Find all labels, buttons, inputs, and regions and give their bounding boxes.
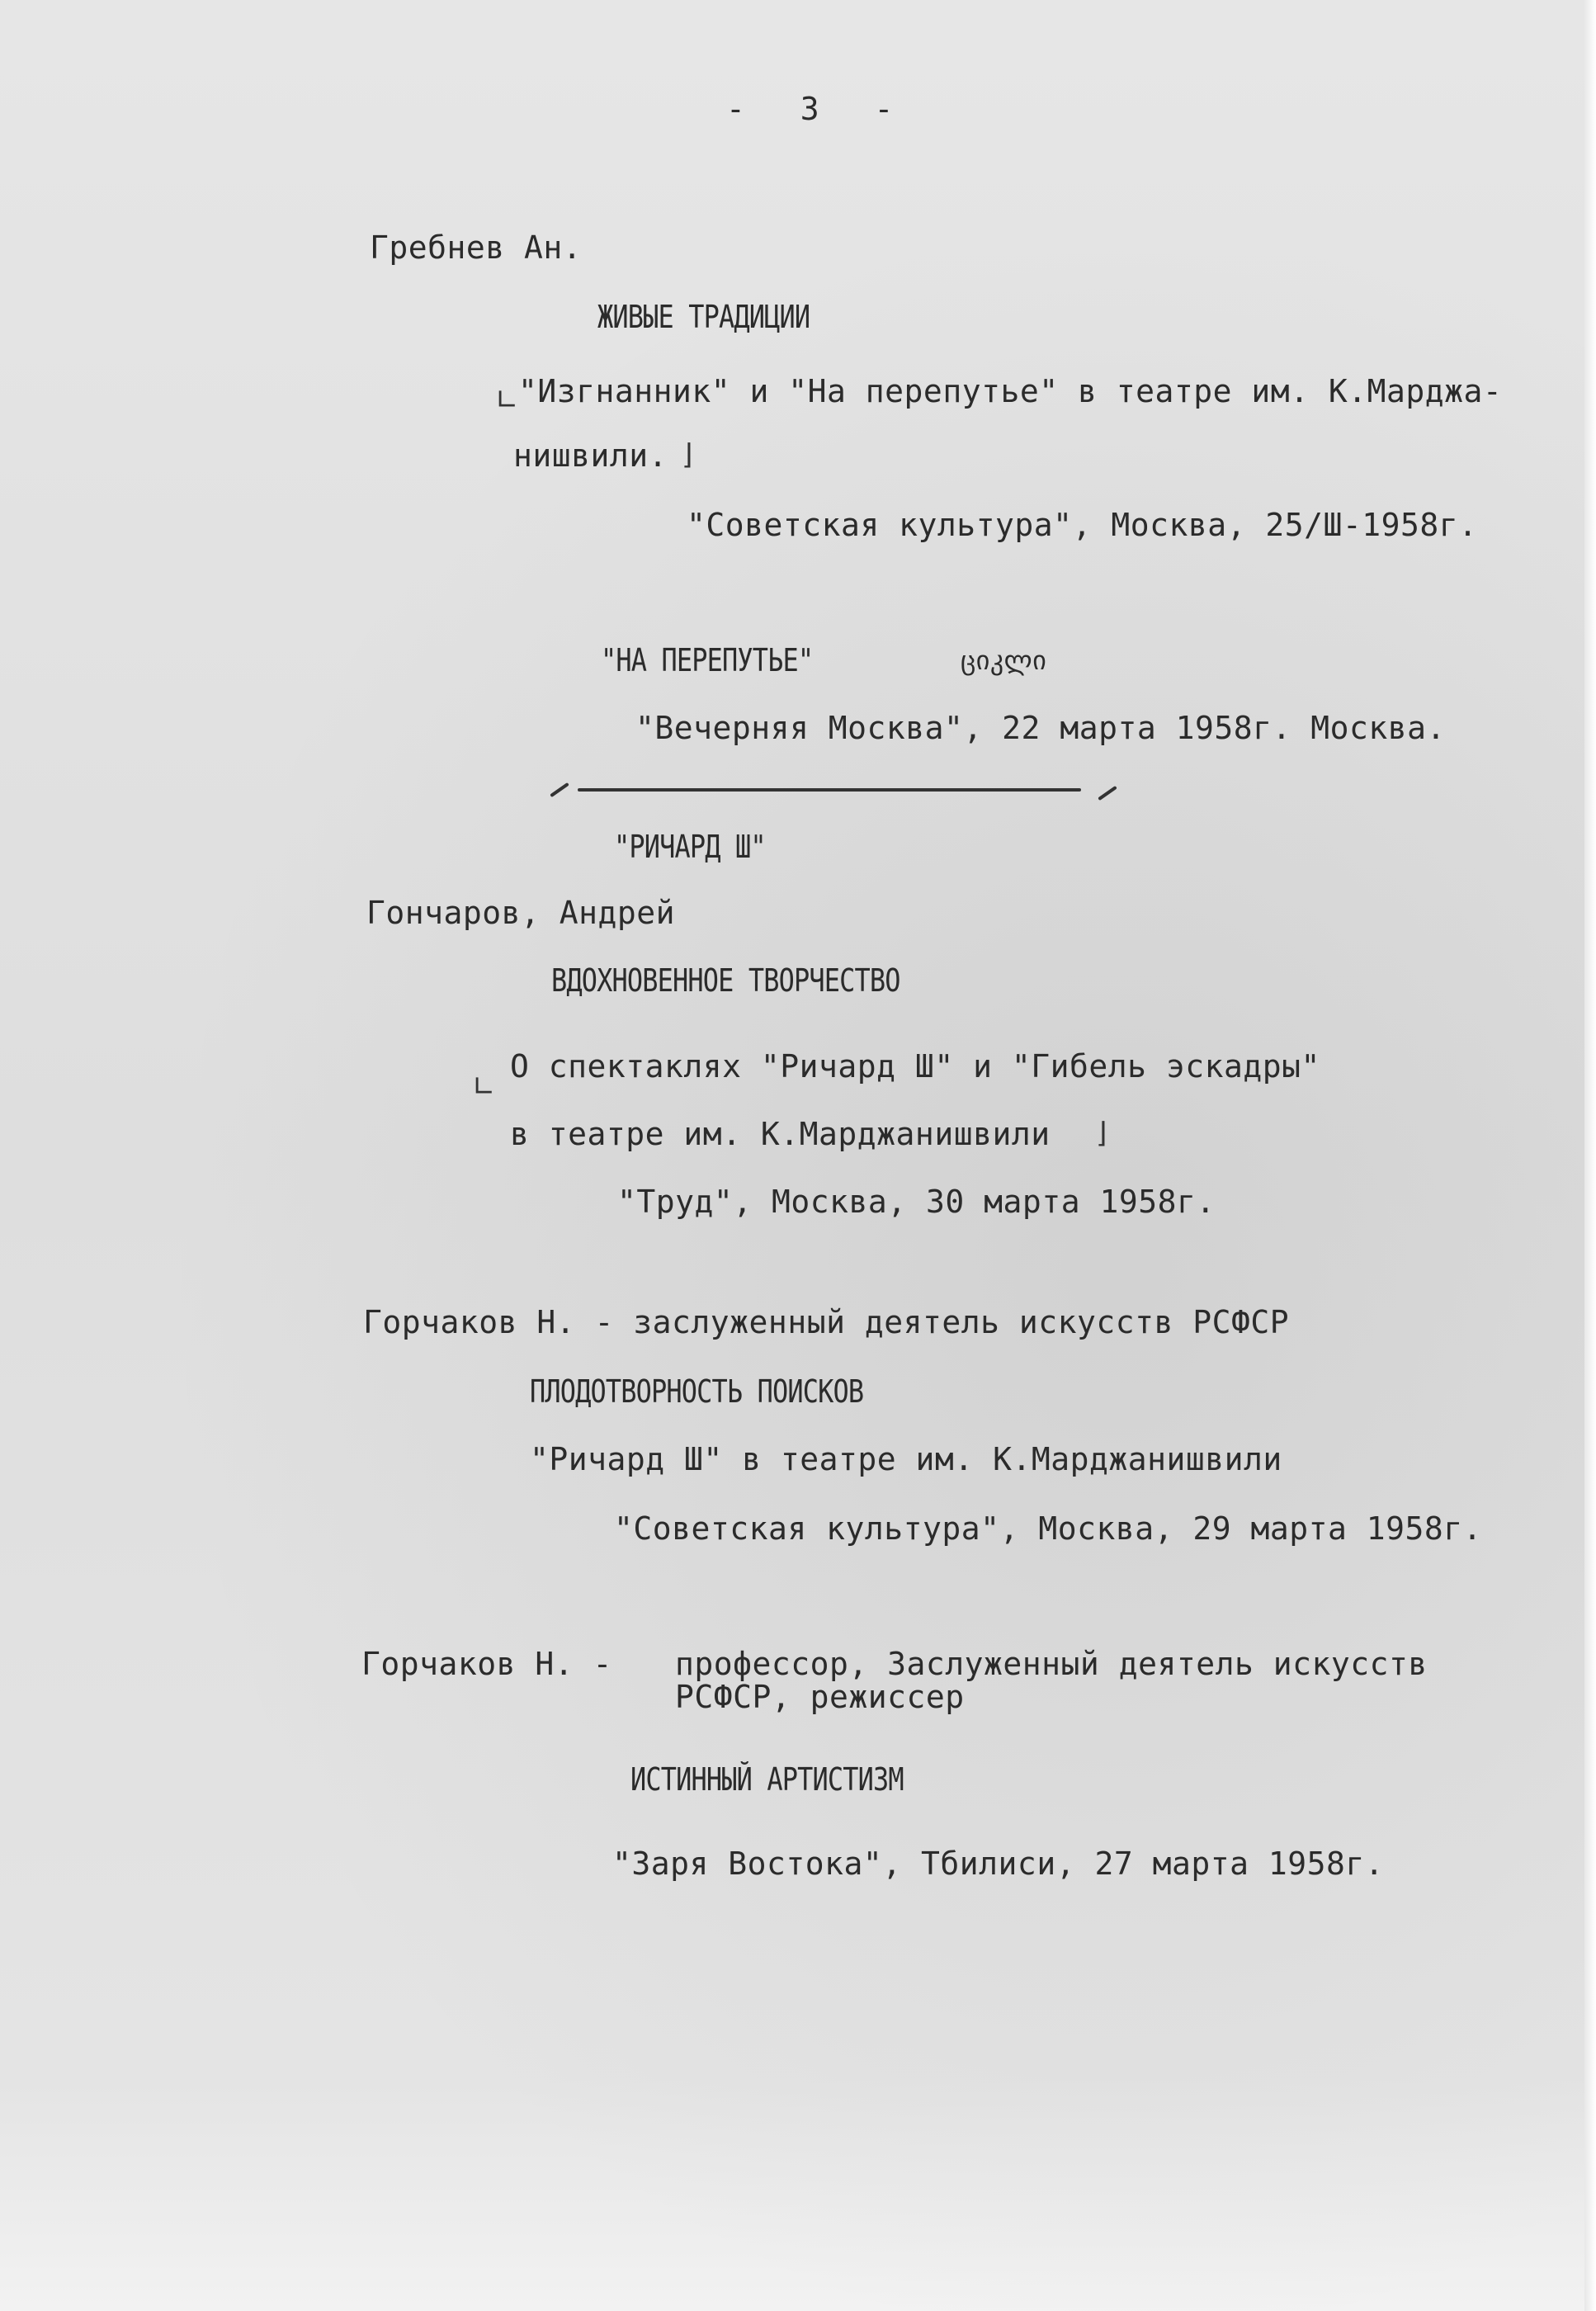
scan-edge: [1584, 0, 1596, 2311]
role-line: РСФСР, режиссер: [675, 1679, 965, 1715]
author-gorchakov: Горчаков Н. -: [361, 1646, 612, 1682]
title-zhivye-tradicii: ЖИВЫЕ ТРАДИЦИИ: [597, 299, 810, 335]
page-number: - 3 -: [726, 91, 912, 127]
title-istinnyi-artistizm: ИСТИННЫЙ АРТИСТИЗМ: [630, 1761, 904, 1798]
source-line: "Советская культура", Москва, 25/Ш-1958г.: [687, 507, 1478, 543]
note-line: в театре им. К.Марджанишвили: [510, 1116, 1051, 1152]
source-line: "Заря Востока", Тбилиси, 27 марта 1958г.: [612, 1845, 1385, 1882]
handwritten-georgian-note: ციკლი: [961, 645, 1047, 676]
subtitle-line: "Ричард Ш" в театре им. К.Марджанишвили: [530, 1441, 1282, 1477]
close-bracket-mark: ⌋: [682, 438, 693, 471]
open-bracket-mark: ∟: [472, 1070, 496, 1104]
source-line: "Труд", Москва, 30 марта 1958г.: [617, 1184, 1216, 1220]
title-plodotvornost: ПЛОДОТВОРНОСТЬ ПОИСКОВ: [530, 1373, 864, 1410]
open-bracket-mark: ∟: [495, 384, 519, 417]
note-line: нишвили.: [513, 437, 668, 474]
divider-left-slash: [550, 782, 569, 797]
source-line: "Вечерняя Москва", 22 марта 1958г. Москва.: [635, 710, 1446, 746]
author-grebnev: Гребнев Ан.: [370, 229, 583, 266]
section-heading-richard: "РИЧАРД Ш": [614, 829, 766, 865]
author-gorchakov: Горчаков Н. - заслуженный деятель искусств РСФСР: [363, 1304, 1290, 1340]
close-bracket-mark: ⌋: [1096, 1117, 1107, 1150]
title-na-pereputie: "НА ПЕРЕПУТЬЕ": [601, 642, 814, 678]
note-line: О спектаклях "Ричард Ш" и "Гибель эскадры": [510, 1048, 1320, 1085]
author-goncharov: Гончаров, Андрей: [366, 895, 676, 931]
role-line: профессор, Заслуженный деятель искусств: [675, 1646, 1428, 1682]
section-divider: [578, 788, 1081, 792]
title-vdohnovennoe: ВДОХНОВЕННОЕ ТВОРЧЕСТВО: [551, 962, 900, 999]
divider-right-slash: [1098, 786, 1117, 801]
note-line: "Изгнанник" и "На перепутье" в театре им. К.Марджа-: [518, 373, 1503, 409]
source-line: "Советская культура", Москва, 29 марта 1958г.: [614, 1510, 1483, 1547]
